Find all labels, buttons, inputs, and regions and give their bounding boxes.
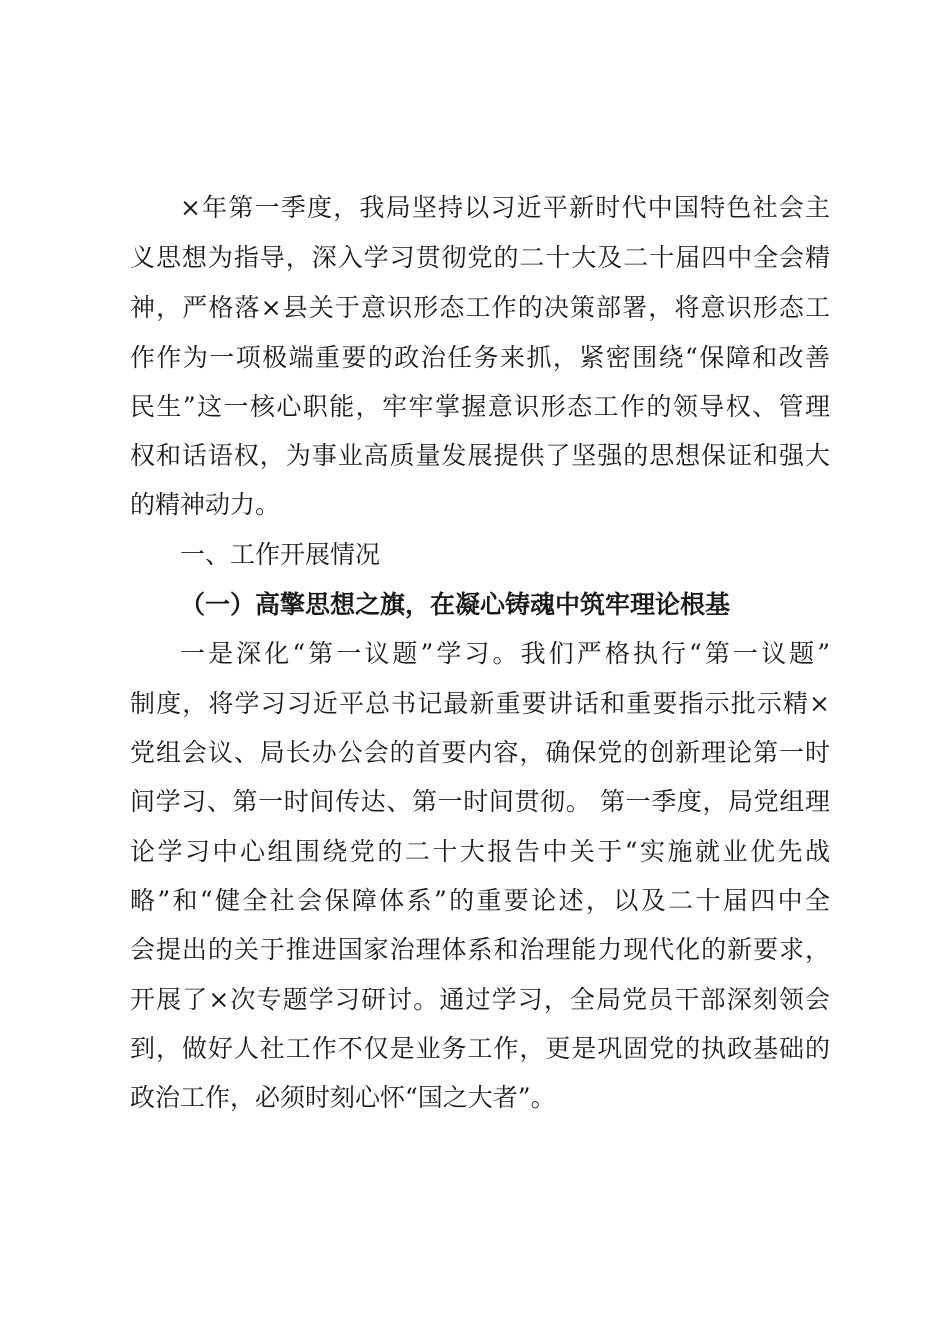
paragraph-line: 一是深化“第一议题”学习。我们严格执行“第一议题” [180,639,830,668]
paragraph-line: 到，做好人社工作不仅是业务工作，更是巩固党的执政基础的 [130,1034,830,1063]
paragraph-line: 开展了×次专题学习研讨。通过学习，全局党员干部深刻领会 [130,985,830,1014]
paragraph-line: 权和话语权，为事业高质量发展提供了坚强的思想保证和强大 [130,441,830,470]
paragraph-line: 神，严格落×县关于意识形态工作的决策部署，将意识形态工 [130,293,830,322]
subsection-heading: （一）高擎思想之旗，在凝心铸魂中筑牢理论根基 [180,590,731,619]
paragraph-line: 义思想为指导，深入学习贯彻党的二十大及二十届四中全会精 [130,243,830,272]
paragraph-line: 会提出的关于推进国家治理体系和治理能力现代化的新要求， [130,935,830,964]
paragraph-line: 政治工作，必须时刻心怀“国之大者”。 [130,1083,556,1112]
paragraph-line: 论学习中心组围绕党的二十大报告中关于“实施就业优先战 [130,837,830,866]
paragraph-line: 的精神动力。 [130,490,281,519]
paragraph-line: ×年第一季度，我局坚持以习近平新时代中国特色社会主 [180,193,830,222]
paragraph-line: 作作为一项极端重要的政治任务来抓，紧密围绕“保障和改善 [130,343,830,372]
paragraph-line: 间学习、第一时间传达、第一时间贯彻。 第一季度，局党组理 [130,787,830,816]
paragraph-line: 党组会议、局长办公会的首要内容，确保党的创新理论第一时 [130,738,830,767]
section-heading: 一、工作开展情况 [180,540,381,569]
paragraph-line: 民生”这一核心职能，牢牢掌握意识形态工作的领导权、管理 [130,392,830,421]
paragraph-line: 略”和“健全社会保障体系”的重要论述，以及二十届四中全 [130,886,830,915]
paragraph-line: 制度，将学习习近平总书记最新重要讲话和重要指示批示精× [130,689,830,718]
